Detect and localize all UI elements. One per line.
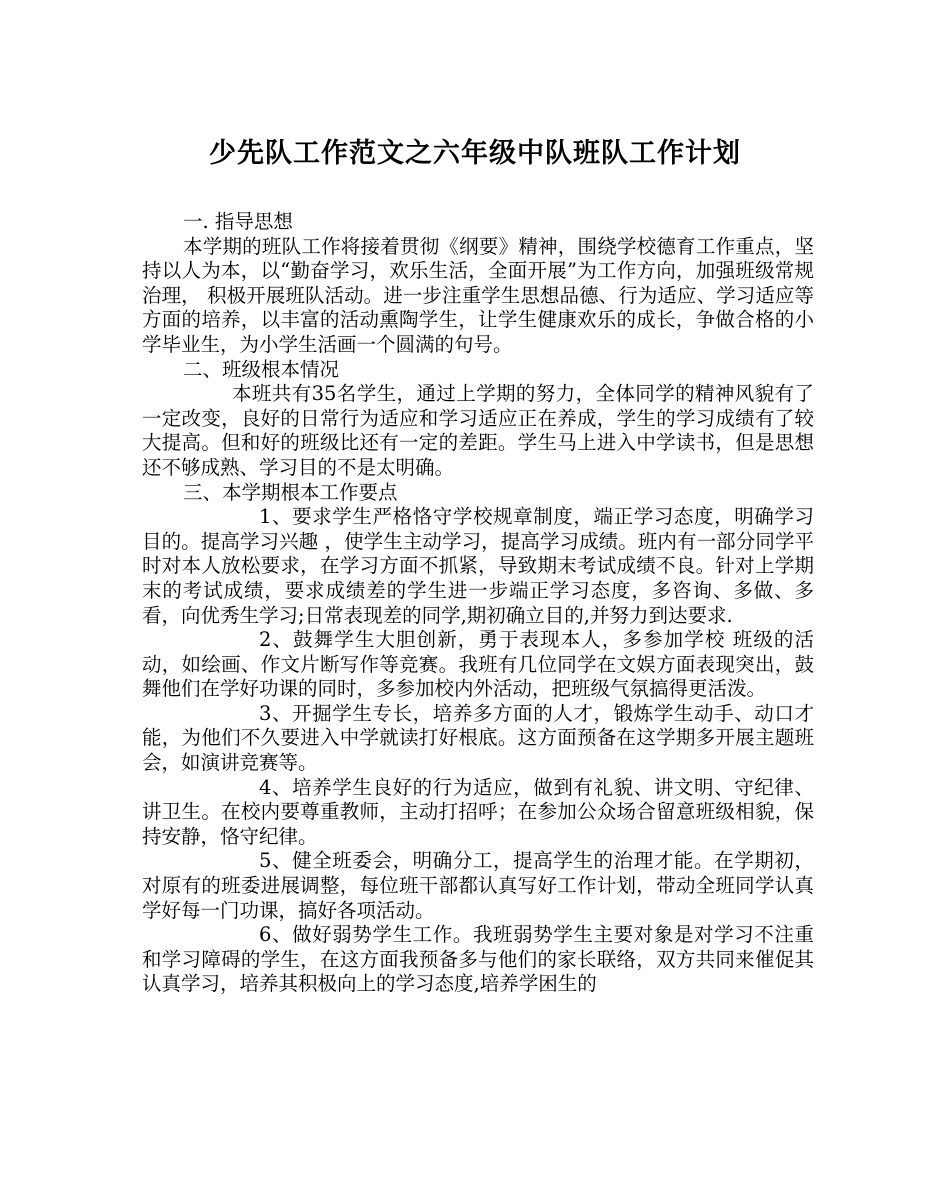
work-point-item-3: 3、开掘学生专长，培养多方面的人才，锻炼学生动手、动口才能，为他们不久要进入中学就读打好根底。这方面预备在这学期多开展主题班会，如演讲竞赛等。 (142, 701, 814, 775)
paragraph-class-situation: 本班共有35名学生，通过上学期的努力，全体同学的精神风貌有了一定改变，良好的日常行为适应和学习适应正在养成，学生的学习成绩有了较大提高。但和好的班级比还有一定的差距。学生马上进入中学读书，但是思想还不够成熟、学习目的不是太明确。 (142, 382, 814, 479)
section-heading-work-points: 三、本学期根本工作要点 (183, 480, 398, 504)
work-point-item-6: 6、做好弱势学生工作。我班弱势学生主要对象是对学习不注重和学习障碍的学生，在这方面我预备多与他们的家长联络，双方共同来催促其认真学习，培养其积极向上的学习态度,培养学困生的 (142, 923, 814, 996)
work-point-item-1: 1、要求学生严格恪守学校规章制度，端正学习态度，明确学习目的。提高学习兴趣 ，使学生主动学习，提高学习成绩。班内有一部分同学平时对本人放松要求，在学习方面不抓紧，导致期末考试成绩不良。针对上学期末的考试成绩，要求成绩差的学生进一步端正学习态度，多咨询、多做、多看，向优秀生学习;日常表现差的同学,期初确立目的,并努力到达要求. (142, 505, 814, 627)
document-title: 少先队工作范文之六年级中队班队工作计划 (209, 138, 741, 169)
section-heading-guiding-thought: 一. 指导思想 (183, 210, 293, 233)
section-heading-class-situation: 二、班级根本情况 (183, 357, 340, 381)
work-point-item-4: 4、培养学生良好的行为适应，做到有礼貌、讲文明、守纪律、讲卫生。在校内要尊重教师，主动打招呼；在参加公众场合留意班级相貌，保持安静，恪守纪律。 (142, 775, 814, 848)
work-point-item-2: 2、鼓舞学生大胆创新，勇于表现本人，多参加学校 班级的活动，如绘画、作文片断写作等竞赛。我班有几位同学在文娱方面表现突出，鼓舞他们在学好功课的同时，多参加校内外活动，把班级气氛搞得更活泼。 (142, 628, 814, 701)
document-body (142, 210, 814, 997)
paragraph-guiding-thought: 本学期的班队工作将接着贯彻《纲要》精神，围绕学校德育工作重点，坚持以人为本，以“勤奋学习，欢乐生活，全面开展”为工作方向，加强班级常规治理， 积极开展班队活动。进一步注重学生思想品德、行为适应、学习适应等方面的培养，以丰富的活动熏陶学生，让学生健康欢乐的成长，争做合格的小学毕业生，为小学生活画一个圆满的句号。 (142, 234, 814, 356)
work-point-item-5: 5、健全班委会，明确分工，提高学生的治理才能。在学期初，对原有的班委进展调整，每位班干部都认真写好工作计划，带动全班同学认真学好每一门功课，搞好各项活动。 (142, 849, 814, 922)
